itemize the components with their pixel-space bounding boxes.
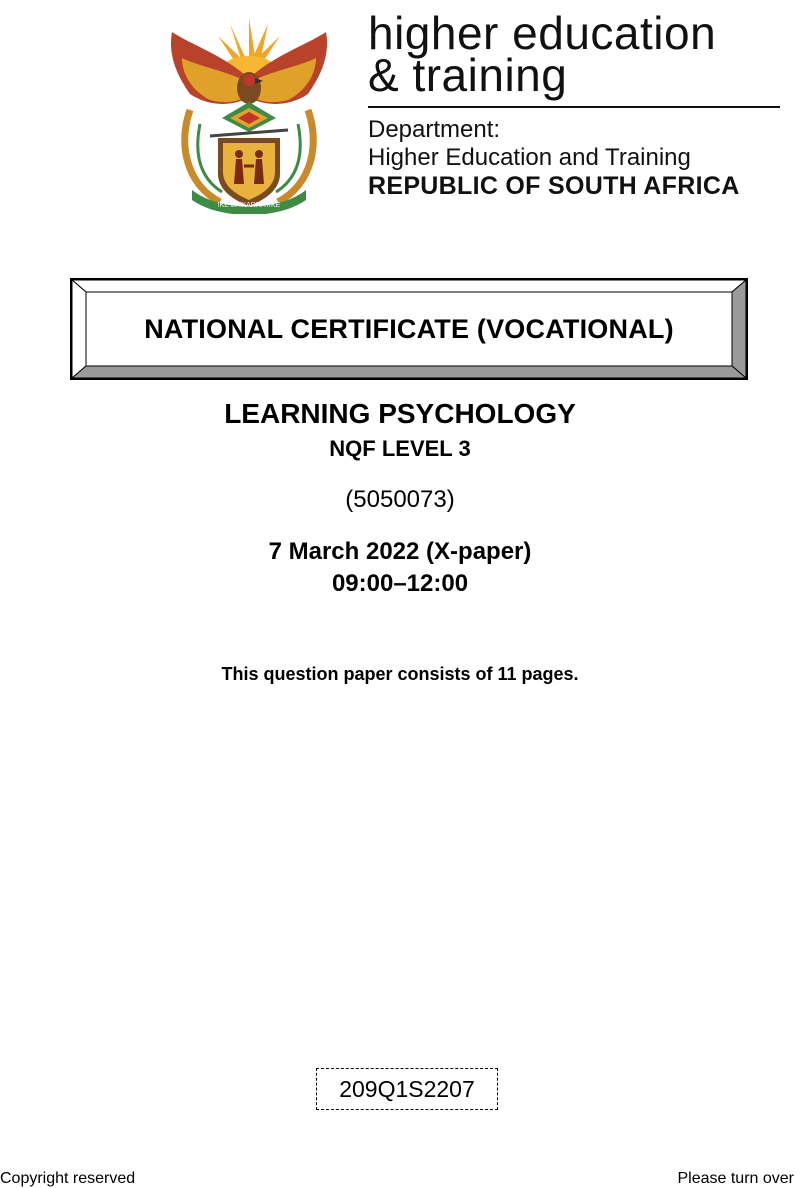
brand-block [368,7,788,200]
certificate-frame [70,278,748,380]
brand-line-1: higher education [368,7,717,59]
brand-divider [368,106,780,108]
protea-icon [222,102,276,132]
south-africa-coat-of-arms-icon [160,14,338,214]
coat-of-arms-logo [160,14,338,214]
footer-copyright: Copyright reserved [0,1170,136,1187]
subject-code: (5050073) [345,486,455,513]
footer-turn-over: Please turn over [677,1170,794,1187]
country-name: REPUBLIC OF SOUTH AFRICA [368,172,740,200]
subject-title: LEARNING PSYCHOLOGY [224,398,576,429]
certificate-title: NATIONAL CERTIFICATE (VOCATIONAL) [144,314,674,344]
shield-icon [218,138,280,206]
nqf-level: NQF LEVEL 3 [329,436,471,461]
department-block [368,116,788,200]
department-name: Higher Education and Training [368,144,691,171]
exam-date: 7 March 2022 (X-paper) [268,538,532,565]
exam-time: 09:00–12:00 [331,570,469,597]
page-count-note: This question paper consists of 11 pages. [221,664,579,684]
paper-code-box: 209Q1S2207 [316,1068,498,1110]
department-label: Department: [368,116,501,143]
svg-text:!KE E: /XARRA //KE: !KE E: /XARRA //KE [217,202,281,209]
brand-line-2: & training [368,49,568,101]
